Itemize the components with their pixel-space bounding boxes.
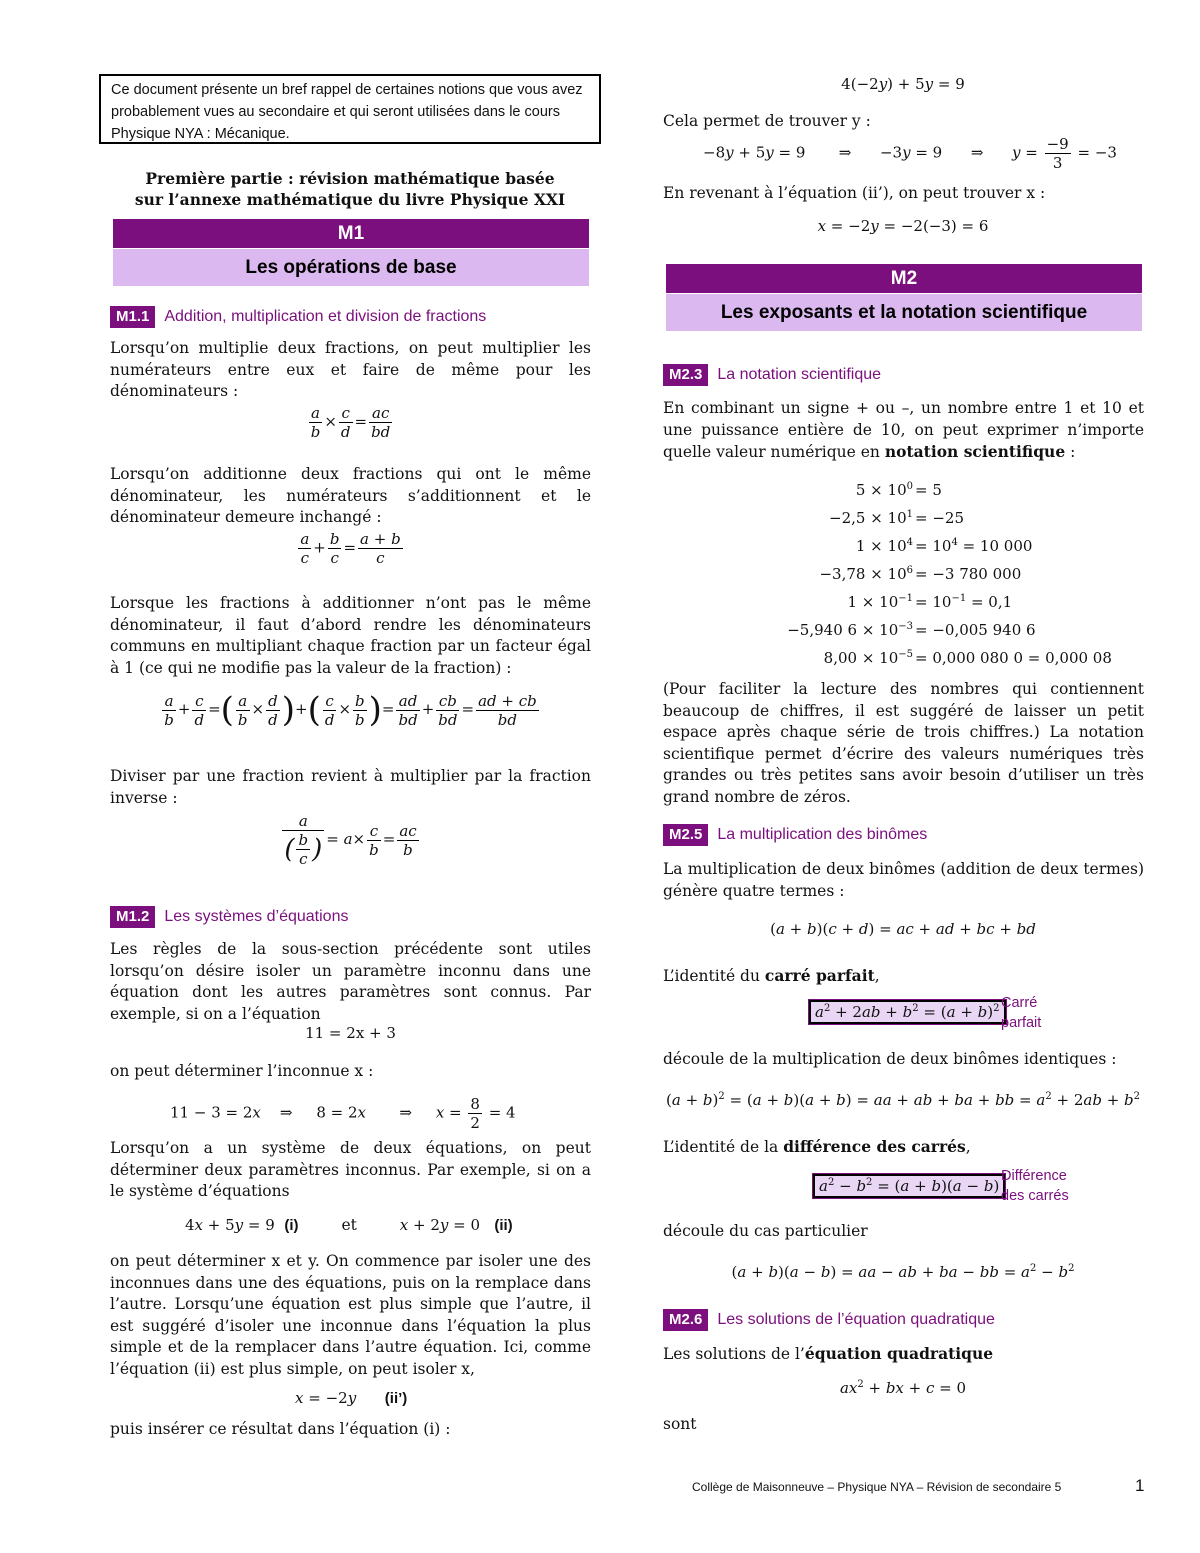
paragraph xyxy=(663,398,1144,464)
subsection-badge: M1.1 xyxy=(110,306,155,328)
subsection-title: La multiplication des binômes xyxy=(717,826,928,843)
sci-row: $1 \times 10^{-1}$ xyxy=(847,593,913,611)
text-run: , xyxy=(874,967,880,985)
paragraph: (Pour faciliter la lecture des nombres qui contiennent beaucoup de chiffres, il est suggéré de laisser un petit espace après chaque série de trois chiffres.) La notation scientifique permet d’écrire des valeurs numériques très grandes ou très petites sans avoir besoin d’utiliser un très grand nombre de zéros. xyxy=(663,680,1144,806)
paragraph: sont xyxy=(663,1415,697,1433)
sci-row-value: = −0,005 940 6 xyxy=(915,621,1036,639)
subsection-title: Les solutions de l’équation quadratique xyxy=(717,1311,995,1328)
equation-square-expansion: $(a + b)^2 = (a + b)(a + b)$ = aa + ab + ba + bb = $a^2 + 2ab + b^2$ xyxy=(665,1091,1141,1109)
sci-row-value: = −25 xyxy=(915,509,964,527)
page-footer: Collège de Maisonneuve – Physique NYA – Révision de secondaire 5 xyxy=(692,1480,1062,1494)
margin-note-line: des carrés xyxy=(1001,1188,1069,1204)
paragraph xyxy=(663,1136,1144,1159)
subsection-m1-1 xyxy=(110,306,486,328)
sci-row: $5 \times 10^0$ xyxy=(855,481,913,499)
paragraph: on peut déterminer l’inconnue x : xyxy=(110,1062,374,1080)
equation-binomial-product: (a + b)(c + d) = ac + ad + bc + bd xyxy=(770,920,1036,938)
equation-fraction-multiplication: $\frac{a}{b}$ × $\frac{c}{d}$ = $\frac{ac}{bd}$ xyxy=(310,404,391,441)
sci-row: $1 \times 10^4$ xyxy=(855,537,913,555)
equation-fraction-addition-same-denominator: $\frac{a}{c}$ + $\frac{b}{c}$ = $\frac{a + b}{c}$ xyxy=(300,530,401,567)
sci-row-value: = 5 xyxy=(915,481,942,499)
equation-difference-of-squares: $a^2 - b^2 = (a + b)(a - b)$ xyxy=(813,1177,1005,1195)
bold-term: carré parfait xyxy=(764,966,875,985)
sci-row: $-3,78 \times 10^6$ xyxy=(819,565,913,583)
intro-box: Ce document présente un bref rappel de certaines notions que vous avez probablement vues au secondaire et qui seront utilisées dans le cours Physique NYA : Mécanique. xyxy=(99,74,601,144)
sci-row: $-2,5 \times 10^1$ xyxy=(829,509,913,527)
paragraph: découle de la multiplication de deux binômes identiques : xyxy=(663,1050,1117,1068)
bold-term: équation quadratique xyxy=(804,1344,994,1363)
text-run: , xyxy=(965,1138,971,1156)
section-m1-title: Les opérations de base xyxy=(113,248,589,286)
paragraph xyxy=(663,1343,1144,1366)
text-run: En combinant un signe + ou –, un nombre entre 1 et 10 et une puissance entière de 10, on peut exprimer n’importe quelle valeur numérique en xyxy=(663,399,1144,461)
paragraph: découle du cas particulier xyxy=(663,1222,868,1240)
equation-perfect-square: $a^2 + 2ab + b^2 = (a + b)^2$ xyxy=(809,1003,1006,1021)
subsection-m2-5 xyxy=(663,824,927,846)
sci-row-value: = $10^4 = 10$ 000 xyxy=(915,537,1033,555)
equation-quadratic: $ax^2$ + bx + c = 0 xyxy=(839,1379,967,1397)
equation-isolated-x: x = −2y (ii’) xyxy=(295,1389,408,1407)
equation-substitution: 4(−2y) + 5y = 9 xyxy=(841,75,965,93)
paragraph: on peut déterminer x et y. On commence par isoler une des inconnues dans une des équations, puis on la remplace dans l’autre. Lorsqu’une équation est plus simple que l’autre, il est suggéré d’isoler une inconnue dans l’équation la plus simple et de la remplacer dans l’autre équation. Ici, comme l’équation (ii) est plus simple, on peut isoler x, xyxy=(110,1252,591,1378)
subsection-title: La notation scientifique xyxy=(717,366,882,383)
bold-term: différence des carrés xyxy=(783,1137,966,1156)
margin-note-line: Différence xyxy=(1001,1168,1067,1184)
page-number: 1 xyxy=(1135,1476,1145,1495)
bold-term: notation scientifique xyxy=(884,442,1066,461)
text-run: Les solutions de l’ xyxy=(663,1345,805,1363)
subsection-title: Les systèmes d’équations xyxy=(164,908,349,925)
text-run: : xyxy=(1065,443,1076,461)
section-m2-header xyxy=(666,264,1142,331)
paragraph xyxy=(663,965,1144,988)
equation-solve-x: 11 − 3 = 2x ⇒ 8 = 2x ⇒ x = $\frac{8}{2}$ = 4 xyxy=(170,1095,516,1132)
paragraph: Diviser par une fraction revient à multiplier par la fraction inverse : xyxy=(110,767,591,807)
subsection-badge: M2.3 xyxy=(663,364,708,386)
scientific-notation-examples xyxy=(663,476,1143,666)
text-run: L’identité du xyxy=(663,967,765,985)
section-m2-number: M2 xyxy=(666,264,1142,293)
sci-row: −5,940 $6 \times 10^{-3}$ xyxy=(787,621,913,639)
paragraph: La multiplication de deux binômes (addition de deux termes) génère quatre termes : xyxy=(663,860,1144,900)
paragraph: Lorsqu’on additionne deux fractions qui ont le même dénominateur, les numérateurs s’additionnent et le dénominateur demeure inchangé : xyxy=(110,465,591,526)
paragraph: En revenant à l’équation (ii’), on peut trouver x : xyxy=(663,184,1046,202)
margin-note-line: Carré xyxy=(1001,995,1038,1011)
margin-note-perfect-square xyxy=(1001,993,1041,1033)
paragraph: Cela permet de trouver y : xyxy=(663,112,871,130)
equation-solve-y: −8y + 5y = 9 ⇒ −3y = 9 ⇒ y = $\frac{-9}{3}$ = −3 xyxy=(703,135,1117,172)
paragraph: Lorsque les fractions à additionner n’ont pas le même dénominateur, il faut d’abord rendre les dénominateurs communs en multipliant chaque fraction par un facteur égal à 1 (ce qui ne modifie pas la valeur de la fraction) : xyxy=(110,594,591,677)
subsection-m2-3 xyxy=(663,364,881,386)
paragraph: Les règles de la sous-section précédente sont utiles lorsqu’on désire isoler un paramètre inconnu dans une équation dont les autres paramètres sont connus. Par exemple, si on a l’équation xyxy=(110,940,591,1023)
subsection-m1-2 xyxy=(110,906,348,928)
sci-row-value: = −3 780 000 xyxy=(915,565,1022,583)
equation-division-by-fraction: a ( $\frac{b}{c}$ ) = a× $\frac{c}{b}$ = $\frac{ac}{b}$ xyxy=(284,812,417,868)
paragraph: Lorsqu’on a un système de deux équations, on peut déterminer deux paramètres inconnus. Par exemple, si on a le système d’équations xyxy=(110,1139,591,1200)
margin-note-line: parfait xyxy=(1001,1015,1042,1031)
section-m1-header xyxy=(113,219,589,286)
section-m1-number: M1 xyxy=(113,219,589,248)
equation-fraction-addition-common-denominator: $\frac{a}{b}$ + $\frac{c}{d}$ =( $\frac{a}{b}$ × $\frac{d}{d}$ )+( $\frac{c}{d}$ × $\frac{b}{b}$ )= $\frac{ad}{bd}$ + $\frac{cb}{bd}$ = $\frac{ad + cb}{bd}$ xyxy=(164,690,537,730)
sci-row-value: = 0,000 080 0 = 0,000 08 xyxy=(915,649,1112,667)
equation-system: 4x + 5y = 9 (i) et x + 2y = 0 (ii) xyxy=(185,1216,513,1234)
equation-difference-expansion: (a + b)(a − b) = aa − ab + ba − bb = $a^2 - b^2$ xyxy=(731,1263,1075,1281)
subsection-m2-6 xyxy=(663,1309,995,1331)
subsection-badge: M2.5 xyxy=(663,824,708,846)
equation-example: 11 = 2x + 3 xyxy=(305,1024,396,1042)
part-title xyxy=(110,168,590,210)
equation-find-x: x = −2y = −2(−3) = 6 xyxy=(817,217,989,235)
text-run: L’identité de la xyxy=(663,1138,784,1156)
paragraph: Lorsqu’on multiplie deux fractions, on peut multiplier les numérateurs entre eux et faire de même pour les dénominateurs : xyxy=(110,339,591,400)
margin-note-difference-of-squares xyxy=(1001,1166,1069,1206)
subsection-title: Addition, multiplication et division de fractions xyxy=(164,308,487,325)
subsection-badge: M2.6 xyxy=(663,1309,708,1331)
subsection-badge: M1.2 xyxy=(110,906,155,928)
section-m2-title: Les exposants et la notation scientifique xyxy=(666,293,1142,331)
part-title-line2: sur l’annexe mathématique du livre Physique XXI xyxy=(134,190,566,209)
part-title-line1: Première partie : révision mathématique basée xyxy=(145,169,555,188)
sci-row: $8,00 \times 10^{-5}$ xyxy=(823,649,913,667)
sci-row-value: = $10^{-1} = 0,1$ xyxy=(915,593,1013,611)
conjunction-text: et xyxy=(341,1216,357,1234)
paragraph: puis insérer ce résultat dans l’équation (i) : xyxy=(110,1420,451,1438)
